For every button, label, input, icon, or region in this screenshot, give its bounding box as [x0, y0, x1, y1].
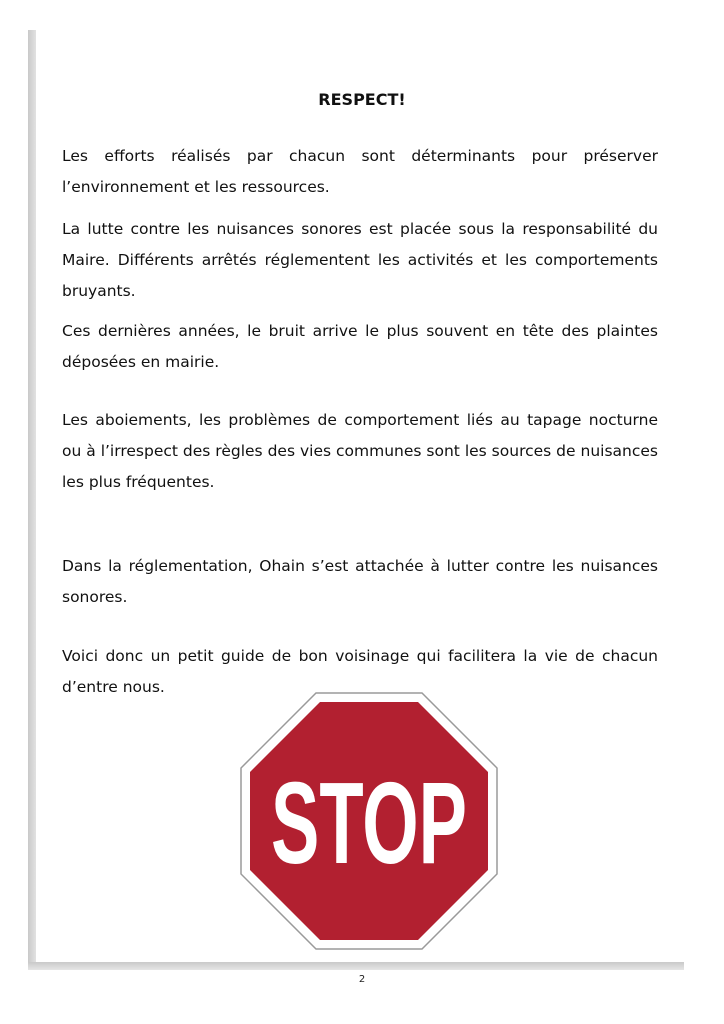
paragraph-regulation: Dans la réglementation, Ohain s’est attachée à lutter contre les nuisances sonores.	[62, 557, 658, 606]
paragraph-noise-sources: Les aboiements, les problèmes de comportement liés au tapage nocturne ou à l’irrespect des règles des vies communes sont les sources de nuisances les plus fréquentes.	[62, 411, 658, 491]
paragraph-guide: Voici donc un petit guide de bon voisinage qui facilitera la vie de chacun d’entre nous.	[62, 647, 658, 696]
bottom-margin-rule	[28, 962, 684, 970]
paragraph-environment: Les efforts réalisés par chacun sont déterminants pour préserver l’environnement et les ressources.	[62, 147, 658, 196]
stop-sign-icon	[240, 692, 498, 950]
paragraph-mayor-responsibility: La lutte contre les nuisances sonores est placée sous la responsabilité du Maire. Différents arrêtés réglementent les activités et les comportements bruyants.	[62, 220, 658, 300]
page-title: RESPECT!	[318, 90, 406, 109]
page-number: 2	[358, 974, 366, 985]
left-margin-rule	[28, 30, 36, 970]
stop-sign-text: STOP	[271, 758, 467, 888]
paragraph-complaints: Ces dernières années, le bruit arrive le plus souvent en tête des plaintes déposées en mairie.	[62, 322, 658, 371]
